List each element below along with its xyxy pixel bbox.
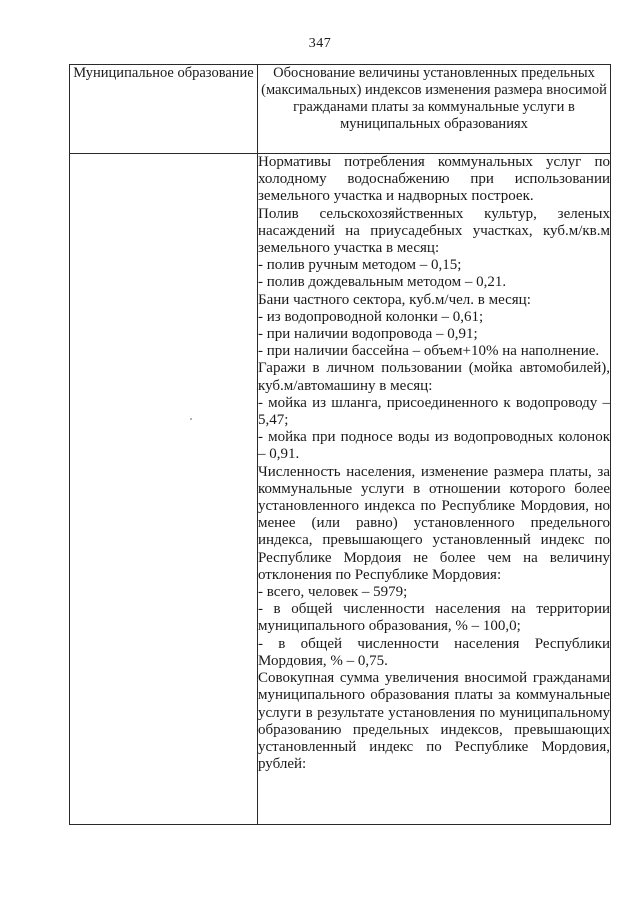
municipality-cell (70, 154, 258, 825)
paragraph-irrigation: Полив сельскохозяйственных культур, зеленых насаждений на приусадебных участках, куб.м/кв.м земельного участка в месяц: (258, 205, 610, 257)
list-item-carried-water-wash: - мойка при подносе воды из водопроводных колонок – 0,91. (258, 429, 610, 463)
list-item-sprinkler-watering: - полив дождевальным методом – 0,21. (258, 274, 507, 291)
scan-speck (190, 418, 192, 420)
list-item-with-plumbing: - при наличии водопровода – 0,91; (258, 326, 478, 343)
table-header-row (70, 65, 611, 154)
table-row (70, 154, 611, 825)
justification-cell (258, 154, 611, 825)
page-number: 347 (308, 36, 332, 51)
paragraph-norms-intro: Нормативы потребления коммунальных услуг по холодному водоснабжению при использовании земельного участка и надворных построек. (258, 154, 610, 205)
paragraph-garages: Гаражи в личном пользовании (мойка автомобилей), куб.м/автомашину в месяц: (258, 360, 610, 394)
paragraph-total-increase: Совокупная сумма увеличения вносимой гражданами муниципального образования платы за коммунальные услуги в результате установления по муниципальному образованию предельных индексов, превышающих установленный индекс по Республике Мордовия, рублей: (258, 670, 610, 773)
list-item-with-pool: - при наличии бассейна – объем+10% на наполнение. (258, 343, 600, 360)
list-item-manual-watering: - полив ручным методом – 0,15; (258, 257, 462, 274)
list-item-water-column: - из водопроводной колонки – 0,61; (258, 308, 484, 325)
list-item-share-municipality: - в общей численности населения на территории муниципального образования, % – 100,0; (258, 601, 610, 635)
list-item-hose-wash: - мойка из шланга, присоединенного к водопроводу – 5,47; (258, 394, 610, 429)
list-item-total-people: - всего, человек – 5979; (258, 584, 408, 601)
paragraph-population: Численность населения, изменение размера платы, за коммунальные услуги в отношении которого более установленного индекса по Республике Мордовия, но менее (или равно) установленного предельного индекса, превышающего установленный индекс по Республике Мордоия не более чем на величину отклонения по Республике Мордовия: (258, 463, 610, 583)
paragraph-baths: Бани частного сектора, куб.м/чел. в месяц: (258, 291, 531, 308)
list-item-share-republic: - в общей численности населения Республики Мордовия, % – 0,75. (258, 635, 610, 669)
justification-table (69, 64, 611, 825)
header-municipality: Муниципальное образование (70, 65, 258, 154)
header-justification: Обоснование величины установленных предельных (максимальных) индексов изменения размера вносимой гражданами платы за коммунальные услуги в муниципальных образованиях (258, 65, 611, 154)
